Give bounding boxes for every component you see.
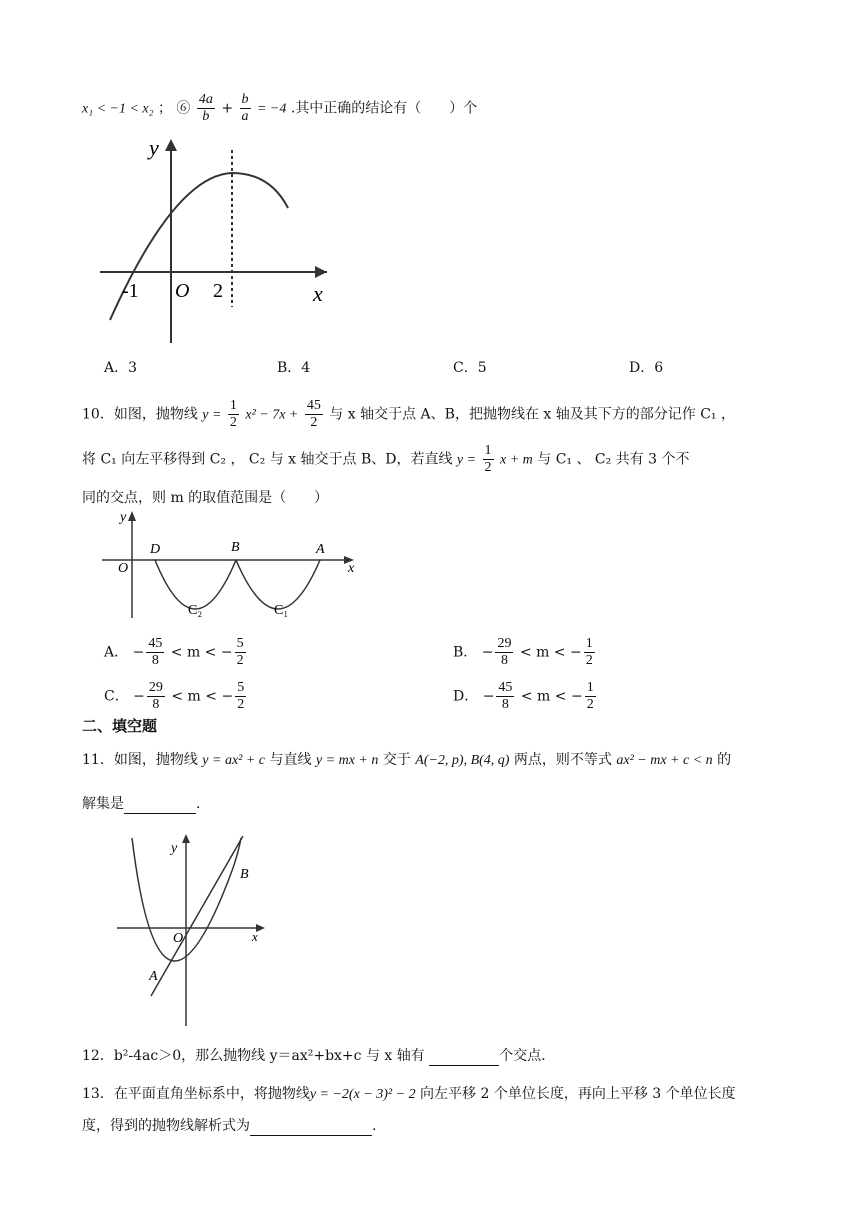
q10-line1 [82, 398, 735, 431]
opt-hi: $\frac{1}{2}$ [585, 636, 593, 668]
label-c2: C₂ [188, 603, 203, 618]
q13-answer-blank[interactable] [250, 1119, 372, 1136]
point-b: B [231, 540, 240, 555]
line [151, 836, 243, 996]
q9-cond-x: x₁ < −1 < x₂ [82, 101, 154, 117]
q11-d: 两点，则不等式 [513, 752, 612, 768]
tick-2: 2 [213, 280, 223, 302]
curve-c1 [236, 560, 320, 609]
q10-half: $\frac{1}{2}$ [229, 398, 237, 430]
q10-graph [98, 508, 363, 620]
q11-graph [115, 828, 270, 1028]
opt-lo: $\frac{29}{8}$ [497, 636, 512, 668]
q10-option-d[interactable] [453, 680, 598, 713]
q11-ineq: ax² − mx + c < n [616, 753, 713, 768]
x-label: x [348, 561, 355, 576]
q13-line2 [82, 1116, 376, 1136]
q12-text-a: 12．b²-4ac＞0，那么抛物线 y＝ax²+bx+c 与 x 轴有 [82, 1048, 425, 1064]
point-d: D [150, 542, 161, 557]
q12-text-b: 个交点. [499, 1048, 546, 1064]
q9-circle6: ⑥ [176, 100, 191, 117]
q10-l2-c1b: C₁ [555, 451, 573, 468]
q10-l2e: 与 [537, 451, 552, 468]
opt-minus: − [482, 688, 495, 705]
q11-line: y = mx + n [315, 753, 379, 768]
q10-l2-c2b: C₂ [248, 451, 266, 468]
opt-minus: − [132, 644, 145, 661]
opt-minus: − [133, 688, 145, 705]
q10-l2b: 向左平移得到 [121, 451, 206, 468]
opt-lo: $\frac{45}{8}$ [498, 680, 513, 712]
q11-line1 [82, 750, 731, 771]
opt-letter: D． [453, 688, 479, 705]
q10-l2a: 将 [82, 451, 96, 468]
q10-l2-c2: C₂ [209, 451, 227, 468]
q10-l2c: ， [230, 451, 245, 468]
q10-text-b: 与 x 轴交于点 A、B，把抛物线在 x 轴及其下方的部分记作 [329, 406, 696, 423]
q11-e: 的 [717, 752, 732, 768]
q9-option-a[interactable]: A．3 [104, 360, 138, 376]
label-c1: C₁ [274, 603, 289, 618]
q11-b: 与直线 [269, 752, 312, 768]
q11-c: 交于 [382, 752, 411, 768]
y-label: y [171, 841, 178, 856]
q11-pts: A(−2, p), B(4, q) [415, 753, 510, 768]
q10-c: $\frac{45}{2}$ [306, 398, 321, 430]
q13-expr: y = −2(x − 3)² − 2 [309, 1087, 416, 1102]
opt-letter: A． [104, 644, 129, 661]
x-label: x [313, 281, 323, 306]
q10-comma: ， [720, 406, 735, 423]
opt-letter: C． [104, 688, 129, 705]
q9-option-d[interactable]: D．6 [629, 360, 664, 376]
q9-tail: .其中正确的结论有（ ）个 [290, 100, 478, 117]
q9-graph [95, 135, 335, 350]
q11-period: . [196, 796, 201, 812]
opt-mid: < m < − [519, 644, 582, 661]
q11-line2 [82, 794, 200, 814]
q10-text: 10．如图，抛物线 [82, 406, 198, 423]
q9-eq: = −4 [256, 101, 287, 117]
q13-line1 [82, 1084, 736, 1105]
y-label: y [149, 135, 159, 160]
x-label: x [252, 929, 258, 944]
x-arrow [315, 266, 327, 278]
q13-line2-text: 度，得到的抛物线解析式为 [82, 1118, 250, 1134]
y-arrow [165, 139, 177, 151]
q10-line2 [82, 443, 690, 476]
q10-l2-half: $\frac{1}{2}$ [484, 443, 492, 475]
q10-l2f: 、 [576, 451, 591, 468]
q12-line [82, 1046, 546, 1066]
opt-hi: $\frac{5}{2}$ [236, 636, 244, 668]
point-b: B [240, 867, 249, 882]
q9-option-b[interactable]: B．4 [277, 360, 311, 376]
opt-letter: B． [453, 644, 478, 661]
y-arrow [128, 511, 136, 521]
opt-hi: $\frac{5}{2}$ [237, 680, 245, 712]
opt-lo: $\frac{29}{8}$ [148, 680, 163, 712]
q10-option-c[interactable] [104, 680, 248, 713]
q13-text-a: 13．在平面直角坐标系中，将抛物线 [82, 1086, 310, 1102]
point-a: A [316, 542, 325, 557]
q11-parab: y = ax² + c [202, 753, 266, 768]
q10-l2-c2c: C₂ [594, 451, 612, 468]
tick-minus1: -1 [122, 280, 139, 302]
q10-l2-c1: C₁ [100, 451, 117, 468]
q11-a: 11．如图，抛物线 [82, 752, 198, 768]
q10-l2-y: y = [456, 452, 477, 468]
y-label: y [120, 510, 127, 525]
q10-x2: x² − 7x + [245, 407, 299, 423]
q12-answer-blank[interactable] [429, 1049, 499, 1066]
opt-lo: $\frac{45}{8}$ [148, 636, 163, 668]
origin-label: O [173, 931, 184, 946]
y-arrow [182, 834, 190, 843]
q10-option-a[interactable] [104, 636, 248, 669]
q9-option-c[interactable]: C．5 [453, 360, 487, 376]
opt-mid: < m < − [520, 688, 583, 705]
q10-line3: 同的交点，则 m 的取值范围是（ ） [82, 490, 329, 506]
q10-l2g: 共有 3 个不 [615, 451, 690, 468]
point-a: A [149, 969, 158, 984]
section-heading: 二、填空题 [82, 717, 158, 735]
q9-frac2: $\frac{b}{a}$ [241, 92, 249, 124]
q11-answer-blank[interactable] [124, 797, 196, 814]
q10-option-b[interactable] [453, 636, 597, 669]
opt-minus: − [481, 644, 494, 661]
q10-l2d: 与 x 轴交于点 B、D，若直线 [269, 451, 453, 468]
origin-label: O [175, 280, 190, 302]
q10-y-eq: y = [202, 407, 222, 423]
opt-hi: $\frac{1}{2}$ [586, 680, 594, 712]
q10-c1: C₁ [700, 406, 717, 423]
opt-mid: < m < − [170, 644, 233, 661]
q13-text-b: 向左平移 2 个单位长度，再向上平移 3 个单位长度 [420, 1086, 736, 1102]
q9-condition-line [82, 92, 477, 125]
q9-plus: + [221, 100, 234, 117]
opt-mid: < m < − [171, 688, 234, 705]
q9-sep: ； [157, 100, 172, 117]
origin-label: O [118, 561, 129, 576]
curve-c2 [155, 560, 236, 609]
q10-l2-xm: x + m [500, 452, 533, 468]
q11-line2-text: 解集是 [82, 796, 124, 812]
q13-period: . [372, 1118, 377, 1134]
q9-frac1: $\frac{4a}{b}$ [198, 92, 213, 124]
